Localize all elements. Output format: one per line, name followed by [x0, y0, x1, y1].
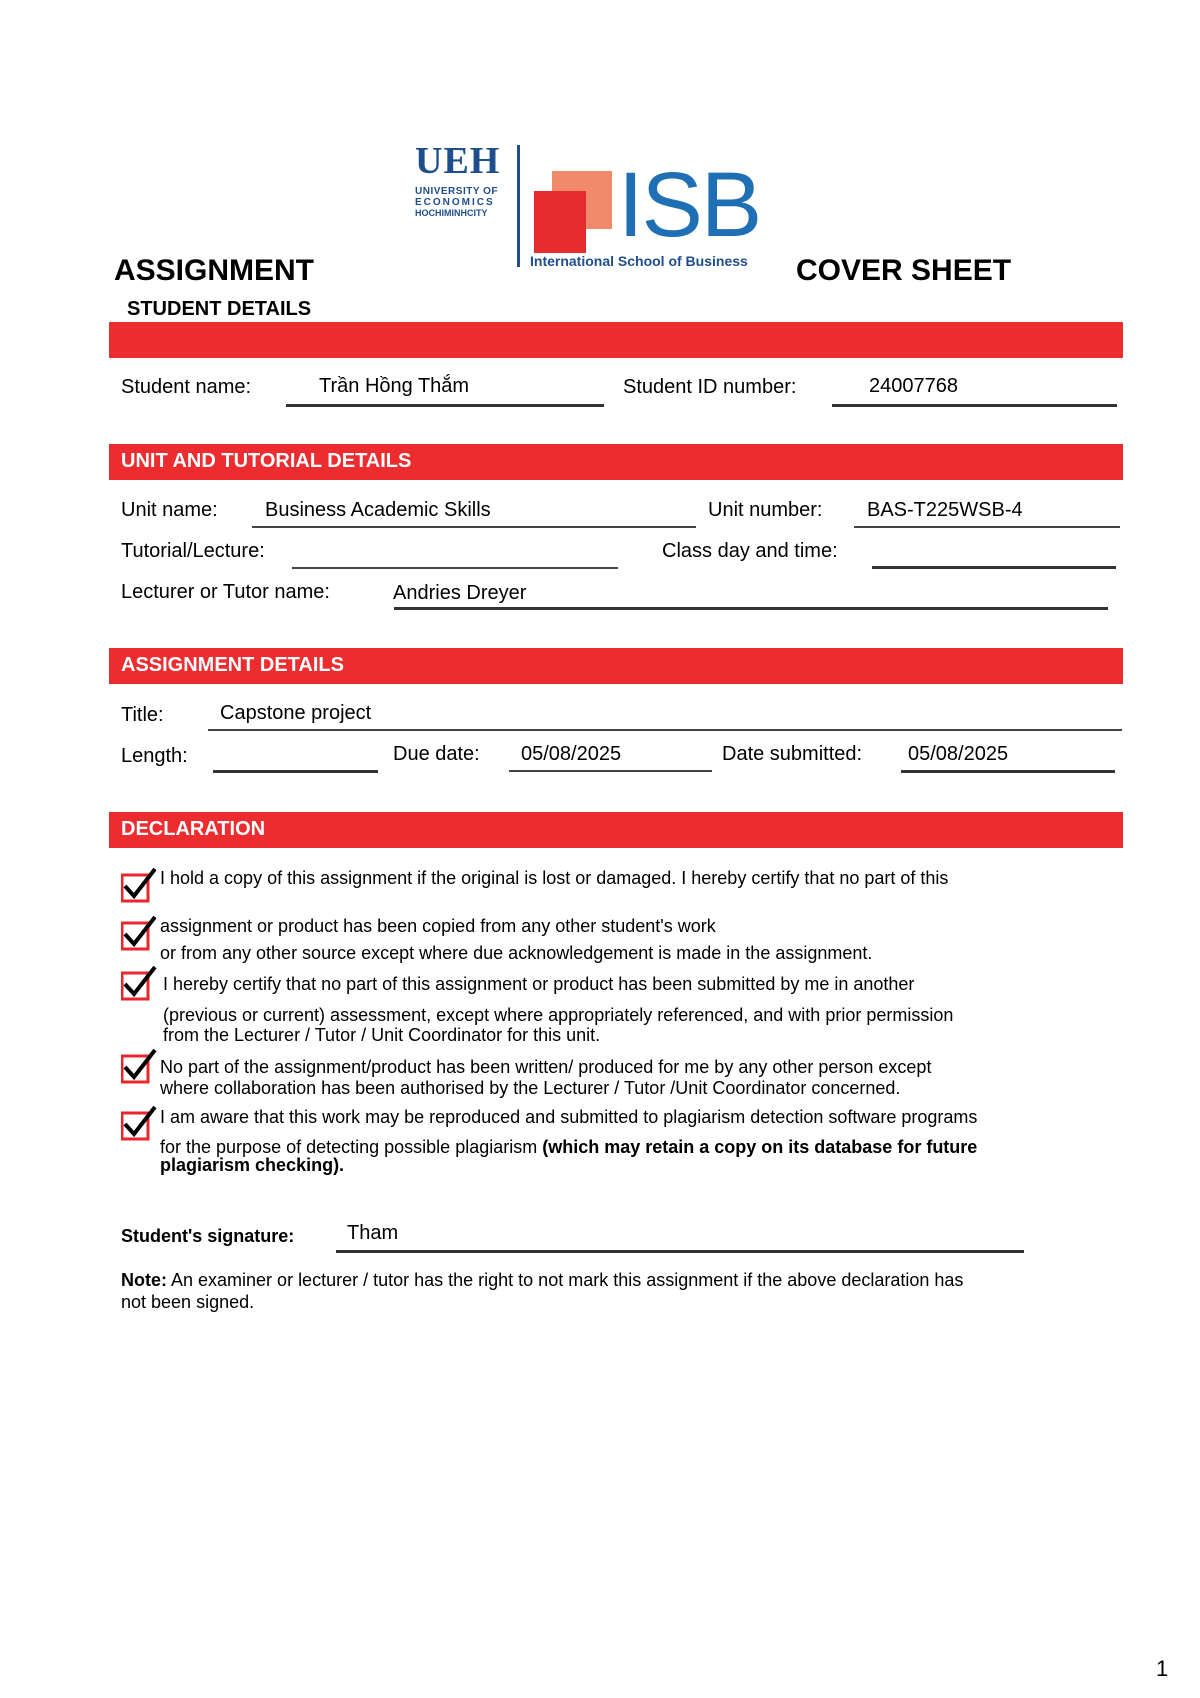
declaration-text: for the purpose of detecting possible plagiarism — [160, 1137, 543, 1157]
declaration-checkbox[interactable] — [121, 866, 157, 906]
isb-subtitle: International School of Business — [530, 253, 748, 269]
ueh-logo — [415, 142, 515, 262]
declaration-heading: DECLARATION — [121, 818, 266, 840]
declaration-line: (previous or current) assessment, except where appropriately referenced, and with prior permission — [163, 1005, 954, 1025]
student-name-line — [286, 404, 604, 407]
declaration-line: I hereby certify that no part of this assignment or product has been submitted by me in another — [163, 974, 915, 994]
student-id-label: Student ID number: — [623, 376, 797, 398]
class-line — [872, 566, 1116, 569]
note-text — [121, 1270, 963, 1291]
lecturer-value[interactable]: Andries Dreyer — [393, 582, 527, 604]
declaration-line: from the Lecturer / Tutor / Unit Coordinator for this unit. — [163, 1025, 601, 1045]
assignment-details-bar — [109, 648, 1123, 684]
title-label: Title: — [121, 704, 164, 726]
student-name-label: Student name: — [121, 376, 252, 398]
assignment-details-heading: ASSIGNMENT DETAILS — [121, 654, 344, 676]
logo-divider — [517, 145, 520, 267]
checkmark-icon — [121, 866, 157, 906]
declaration-line: or from any other source except where due acknowledgement is made in the assignment. — [160, 943, 873, 963]
declaration-bar — [109, 812, 1123, 848]
checkmark-icon — [121, 1047, 157, 1087]
declaration-line: I am aware that this work may be reproduced and submitted to plagiarism detection software programs — [160, 1107, 978, 1127]
declaration-checkbox[interactable] — [121, 1104, 157, 1144]
ueh-line1: UNIVERSITY OF — [415, 186, 498, 197]
declaration-line: No part of the assignment/product has been written/ produced for me by any other person except — [160, 1057, 932, 1077]
unit-number-label: Unit number: — [708, 499, 823, 521]
isb-mark: ISB — [618, 154, 761, 256]
ueh-line2: ECONOMICS — [415, 197, 495, 208]
declaration-line: plagiarism checking). — [160, 1155, 345, 1175]
due-date-label: Due date: — [393, 743, 480, 765]
tutorial-line — [292, 567, 618, 569]
checkmark-icon — [121, 914, 157, 954]
declaration-line: assignment or product has been copied from any other student's work — [160, 916, 716, 936]
unit-number-value[interactable]: BAS-T225WSB-4 — [867, 499, 1023, 521]
date-submitted-value[interactable]: 05/08/2025 — [908, 743, 1009, 765]
title-value[interactable]: Capstone project — [220, 702, 372, 724]
class-label: Class day and time: — [662, 540, 838, 562]
unit-name-line — [252, 526, 696, 528]
signature-label: Student's signature: — [121, 1226, 295, 1246]
unit-details-heading: UNIT AND TUTORIAL DETAILS — [121, 450, 412, 472]
declaration-checkbox[interactable] — [121, 964, 157, 1004]
checkmark-icon — [121, 964, 157, 1004]
title-cover-sheet: COVER SHEET — [796, 254, 1012, 287]
date-submitted-line — [901, 770, 1115, 773]
signature-value[interactable]: Tham — [347, 1222, 399, 1244]
unit-number-line — [854, 526, 1120, 528]
lecturer-line — [394, 607, 1108, 610]
date-submitted-label: Date submitted: — [722, 743, 863, 765]
page-number: 1 — [1156, 1656, 1169, 1681]
title-line — [208, 729, 1122, 731]
declaration-line: where collaboration has been authorised by the Lecturer / Tutor /Unit Coordinator concerned. — [160, 1078, 901, 1098]
student-id-value[interactable]: 24007768 — [869, 375, 958, 397]
ueh-line3: HOCHIMINHCITY — [415, 208, 488, 218]
student-id-line — [832, 404, 1117, 407]
unit-name-label: Unit name: — [121, 499, 218, 521]
due-date-line — [509, 770, 712, 772]
declaration-line: I hold a copy of this assignment if the original is lost or damaged. I hereby certify that no part of this — [160, 868, 949, 888]
student-details-bar — [109, 322, 1123, 358]
unit-details-bar — [109, 444, 1123, 480]
signature-line — [336, 1250, 1024, 1253]
declaration-bold-text: (which may retain a copy on its database for future — [542, 1137, 978, 1157]
checkmark-icon — [121, 1104, 157, 1144]
title-assignment: ASSIGNMENT — [114, 254, 315, 287]
declaration-checkbox[interactable] — [121, 1047, 157, 1087]
note-text-continued: not been signed. — [121, 1292, 255, 1312]
lecturer-label: Lecturer or Tutor name: — [121, 581, 330, 603]
ueh-mark: UEH — [415, 140, 501, 182]
isb-emblem-icon — [534, 171, 612, 253]
student-name-value[interactable]: Trần Hồng Thắm — [319, 375, 470, 397]
tutorial-label: Tutorial/Lecture: — [121, 540, 265, 562]
due-date-value[interactable]: 05/08/2025 — [521, 743, 622, 765]
unit-name-value[interactable]: Business Academic Skills — [265, 499, 491, 521]
student-details-heading: STUDENT DETAILS — [127, 298, 312, 320]
length-label: Length: — [121, 745, 188, 767]
length-line — [213, 770, 378, 773]
declaration-checkbox[interactable] — [121, 914, 157, 954]
note-label: Note: — [121, 1270, 167, 1290]
isb-logo — [528, 154, 778, 275]
note-body: An examiner or lecturer / tutor has the right to not mark this assignment if the above declaration has — [167, 1270, 964, 1290]
